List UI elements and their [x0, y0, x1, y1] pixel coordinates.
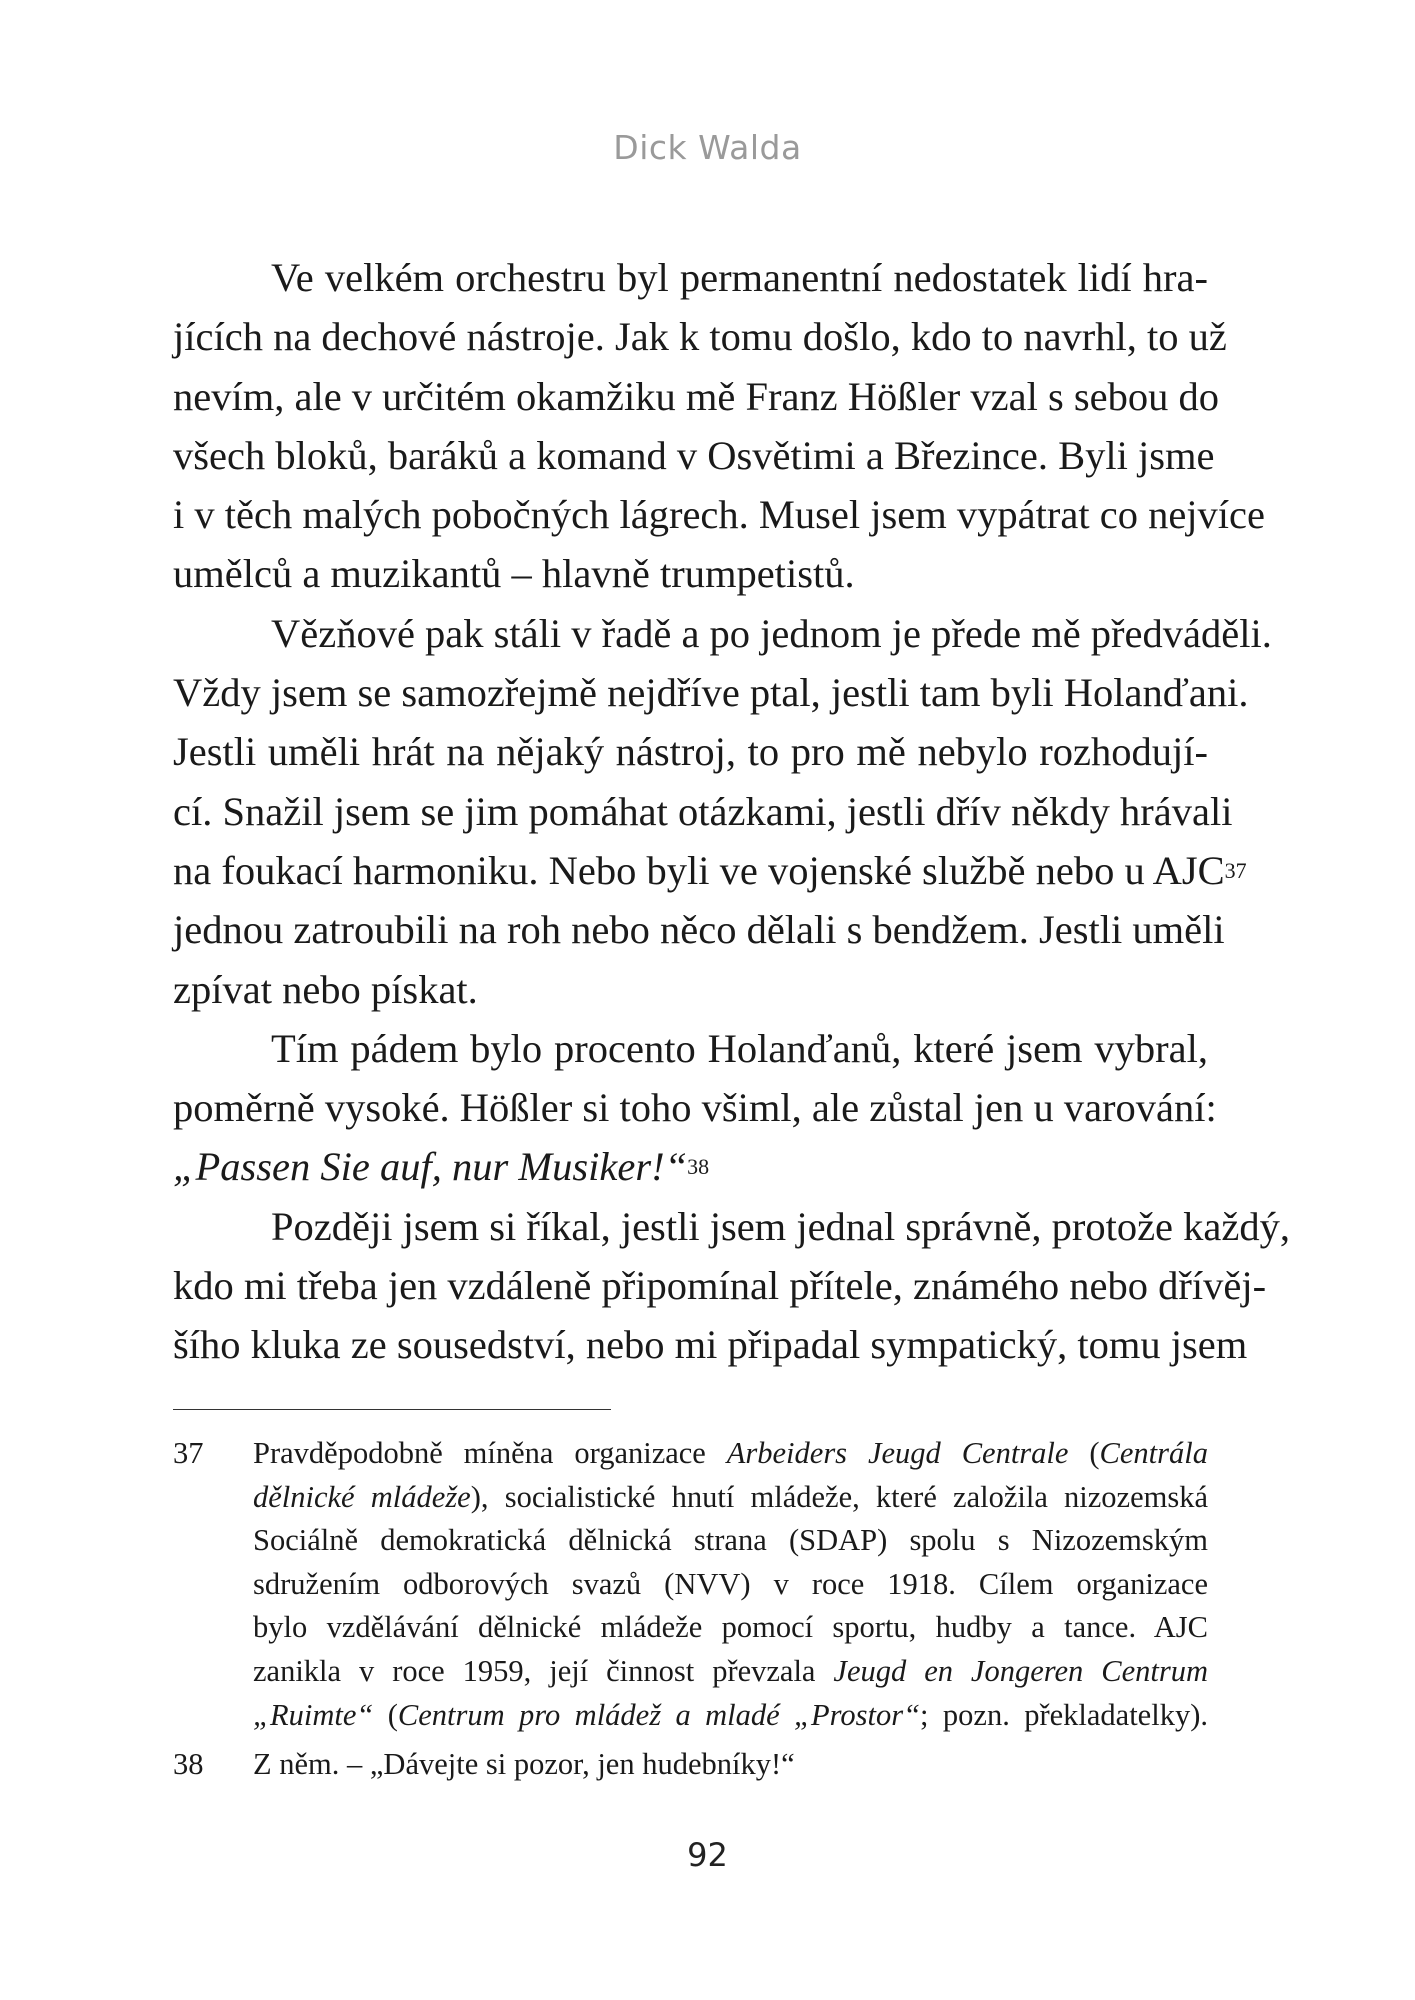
- fn37-line-2-b: ), socialistické hnutí mládeže, které založila nizozemská: [470, 1479, 1209, 1514]
- p2-line-4: cí. Snažil jsem se jim pomáhat otázkami, jestli dřív někdy hrávali: [173, 788, 1233, 834]
- p1-line-5: i v těch malých pobočných lágrech. Musel jsem vypátrat co nejvíce: [173, 492, 1265, 538]
- p2-line-2: Vždy jsem se samozřejmě nejdříve ptal, jestli tam byli Holanďani.: [173, 670, 1249, 716]
- footnote-37: [173, 1432, 1208, 1737]
- p3-line-1: Tím pádem bylo procento Holanďanů, které jsem vybral,: [271, 1025, 1208, 1071]
- footnote-number: 37: [173, 1436, 204, 1470]
- fn37-line-6: [253, 1650, 1208, 1694]
- p1-line-4: všech bloků, baráků a komand v Osvětimi a Březince. Byli jsme: [173, 432, 1215, 478]
- fn37-line-1-d: Centrála: [1099, 1436, 1208, 1470]
- fn37-line-3: Sociálně demokratická dělnická strana (SDAP) spolu s Nizozemským: [253, 1523, 1208, 1558]
- fn37-line-5: bylo vzdělávání dělnické mládeže pomocí sportu, hudby a tance. AJC: [253, 1610, 1208, 1645]
- p2-line-5-text: na foukací harmoniku. Nebo byli ve vojenské službě nebo u AJC: [173, 847, 1225, 893]
- fn37-line-4: sdružením odborových svazů (NVV) v roce 1918. Cílem organizace: [253, 1566, 1208, 1601]
- p1-line-3: nevím, ale v určitém okamžiku mě Franz Hößler vzal s sebou do: [173, 373, 1219, 419]
- p1-line-6: umělců a muzikantů – hlavně trumpetistů.: [173, 551, 855, 597]
- fn37-line-2: [253, 1476, 1208, 1520]
- fn37-line-1-b: Arbeiders Jeugd Centrale: [726, 1436, 1069, 1470]
- fn37-line-7-b: (: [373, 1697, 398, 1732]
- p3-line-3-quote: „Passen Sie auf, nur Musiker!“: [173, 1144, 688, 1190]
- fn37-line-7: [253, 1694, 1208, 1738]
- p4-line-1: Později jsem si říkal, jestli jsem jednal správně, protože každý,: [271, 1203, 1290, 1249]
- page-number: 92: [687, 1836, 728, 1874]
- footnote-ref-37: 37: [1224, 857, 1247, 883]
- p2-line-1: Vězňové pak stáli v řadě a po jednom je přede mě předváděli.: [271, 610, 1272, 656]
- p2-line-3: Jestli uměli hrát na nějaký nástroj, to pro mě nebylo rozhodují-: [173, 729, 1208, 775]
- p3-line-2: poměrně vysoké. Hößler si toho všiml, ale zůstal jen u varování:: [173, 1085, 1217, 1131]
- p1-line-2: jících na dechové nástroje. Jak k tomu došlo, kdo to navrhl, to už: [173, 314, 1227, 360]
- running-head: Dick Walda: [613, 128, 802, 167]
- fn37-line-7-d: ; pozn. překladatelky).: [920, 1697, 1208, 1732]
- body-text: [173, 248, 1290, 1375]
- fn37-line-6-a: zanikla v roce 1959, její činnost převzala: [253, 1653, 834, 1688]
- fn38-line-1: Z něm. – „Dávejte si pozor, jen hudebníky!“: [253, 1747, 795, 1782]
- fn37-line-1-a: Pravděpodobně míněna organizace: [253, 1436, 727, 1470]
- p3-line-3: [173, 1137, 1208, 1196]
- fn37-line-1-c: (: [1068, 1436, 1100, 1470]
- footnote-divider: [173, 1409, 611, 1410]
- p2-line-7: zpívat nebo pískat.: [173, 966, 478, 1012]
- p2-line-6: jednou zatroubili na roh nebo něco dělali s bendžem. Jestli uměli: [173, 907, 1225, 953]
- fn37-line-2-a: dělnické mládeže: [253, 1479, 471, 1514]
- fn37-line-6-b: Jeugd en Jongeren Centrum: [833, 1653, 1208, 1688]
- footnotes: [173, 1432, 1208, 1787]
- p4-line-2: kdo mi třeba jen vzdáleně připomínal přítele, známého nebo dřívěj-: [173, 1263, 1267, 1309]
- p1-line-1: Ve velkém orchestru byl permanentní nedostatek lidí hra-: [271, 255, 1208, 300]
- footnote-number: 38: [173, 1747, 204, 1782]
- p2-line-5: [173, 841, 1247, 900]
- fn37-line-1: [253, 1432, 1208, 1476]
- p4-line-3: šího kluka ze sousedství, nebo mi připadal sympatický, tomu jsem: [173, 1322, 1248, 1368]
- footnote-ref-38: 38: [687, 1154, 710, 1180]
- fn37-line-7-c: Centrum pro mládež a mladé „Prostor“: [397, 1697, 921, 1732]
- footnote-38: [173, 1743, 1208, 1787]
- fn37-line-7-a: „Ruimte“: [253, 1697, 374, 1732]
